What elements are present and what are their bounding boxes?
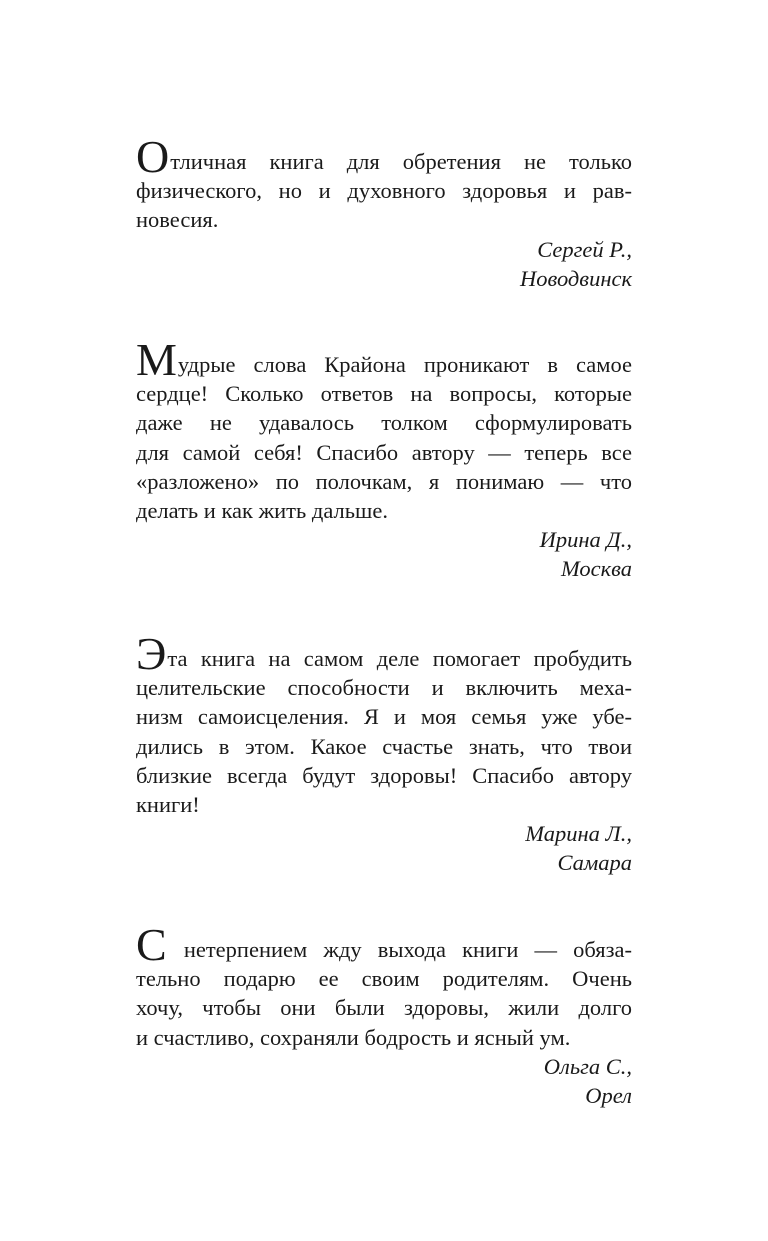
reviewer-name: Ольга С., xyxy=(543,1053,632,1079)
reviewer-city: Москва xyxy=(560,556,632,582)
drop-cap: О xyxy=(136,131,170,182)
review-text: Отличная книга для обретения не только физического, но и духовного здоровья и рав- новесия. xyxy=(136,131,632,233)
reviewer-name: Марина Л., xyxy=(525,821,632,847)
review-1 xyxy=(136,131,632,293)
review-signature xyxy=(136,819,632,877)
review-text: Эта книга на самом деле помогает пробудить целительские способности и включить меха- низм самоисцеления. Я и моя семья уже убе- дились в этом. Какое счастье знать, что твои близкие всегда будут здоровы! Спасибо автору книги! xyxy=(136,628,632,818)
review-signature xyxy=(136,1052,632,1110)
review-4 xyxy=(136,919,632,1110)
review-signature xyxy=(136,235,632,293)
review-text: С нетерпением жду выхода книги — обяза- тельно подарю ее своим родителям. Очень хочу, чтобы они были здоровы, жили долго и счастливо, сохраняли бодрость и ясный ум. xyxy=(136,919,632,1050)
review-signature xyxy=(136,525,632,583)
review-2 xyxy=(136,334,632,584)
review-text: Мудрые слова Крайона проникают в самое сердце! Сколько ответов на вопросы, которые даже не удавалось толком сформулировать для самой себя! Спасибо автору — теперь все «разложено» по полочкам, я понимаю — что делать и как жить дальше. xyxy=(136,334,632,524)
reviewer-city: Орел xyxy=(585,1083,632,1109)
drop-cap: Э xyxy=(136,628,167,679)
review-3 xyxy=(136,628,632,878)
reviewer-name: Сергей Р., xyxy=(537,236,632,262)
reviewer-name: Ирина Д., xyxy=(539,527,632,553)
drop-cap: М xyxy=(136,334,177,385)
reviewer-city: Самара xyxy=(557,850,632,876)
drop-cap: С xyxy=(136,919,167,970)
reviewer-city: Новодвинск xyxy=(520,265,632,291)
